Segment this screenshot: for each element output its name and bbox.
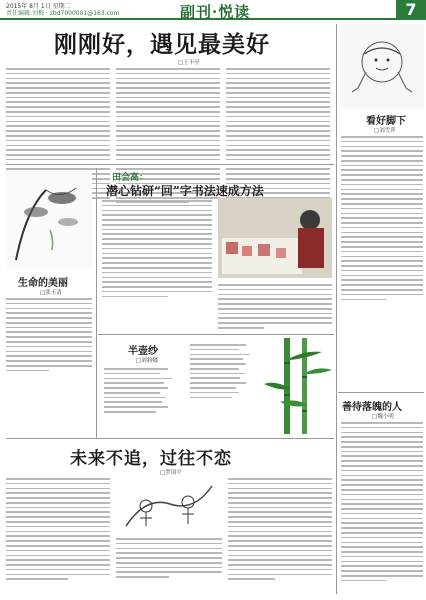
future-article-col-3: [228, 478, 332, 580]
section-divider-1: [6, 164, 334, 165]
right-column-divider: [336, 24, 337, 594]
future-article-col-2: [116, 538, 222, 578]
calligraphy-kicker: 田会高：: [112, 173, 149, 183]
life-byline: □张玉清: [40, 290, 62, 296]
future-headline: 未来不追，过往不恋: [70, 449, 232, 469]
life-divider: [96, 168, 97, 438]
dance-headline: 善待落魄的人: [342, 402, 402, 413]
main-headline: 刚刚好，遇见最美好: [54, 31, 270, 58]
main-byline: □王丰亭: [178, 60, 200, 66]
feet-article-body: [341, 136, 423, 300]
contact-line: 责任编辑:刘梅 · zbd7000001@163.com: [6, 10, 120, 17]
section-divider-2: [98, 334, 334, 335]
painting-image: [6, 170, 92, 270]
future-article-col-1: [6, 478, 110, 580]
life-headline: 生命的美丽: [18, 278, 68, 289]
life-article-body: [6, 298, 92, 371]
section-title: 副刊·悦读: [180, 3, 251, 21]
dance-byline: □魏小明: [372, 414, 394, 420]
bamboo-illustration: [262, 338, 334, 434]
section-divider-3: [6, 438, 334, 439]
poem-body-col-1: [104, 368, 184, 413]
poem-body-col-2: [190, 344, 260, 398]
masthead: [0, 0, 426, 20]
poem-byline: □刘莉娜: [136, 358, 158, 364]
edition-line: 2015年 8月 1日 星期二: [6, 3, 71, 10]
feet-byline: □刘雪萍: [374, 128, 396, 134]
poem-headline: 半壶纱: [128, 346, 158, 357]
illustration-feet: [340, 24, 424, 108]
dance-article-body: [341, 422, 423, 581]
future-byline: □罗国平: [160, 470, 182, 476]
feet-headline: 看好脚下: [366, 116, 406, 127]
calligraphy-article-col-2: [218, 284, 332, 329]
calligraphy-headline: 潜心钻研“回”字书法速成方法: [106, 184, 264, 198]
future-illustration: [116, 476, 222, 534]
page-number: 7: [396, 0, 426, 20]
calligraphy-article-col-1: [102, 200, 212, 297]
calligraphy-photo: [218, 198, 332, 278]
masthead-meta: [6, 3, 119, 17]
section-divider-4: [338, 392, 424, 393]
